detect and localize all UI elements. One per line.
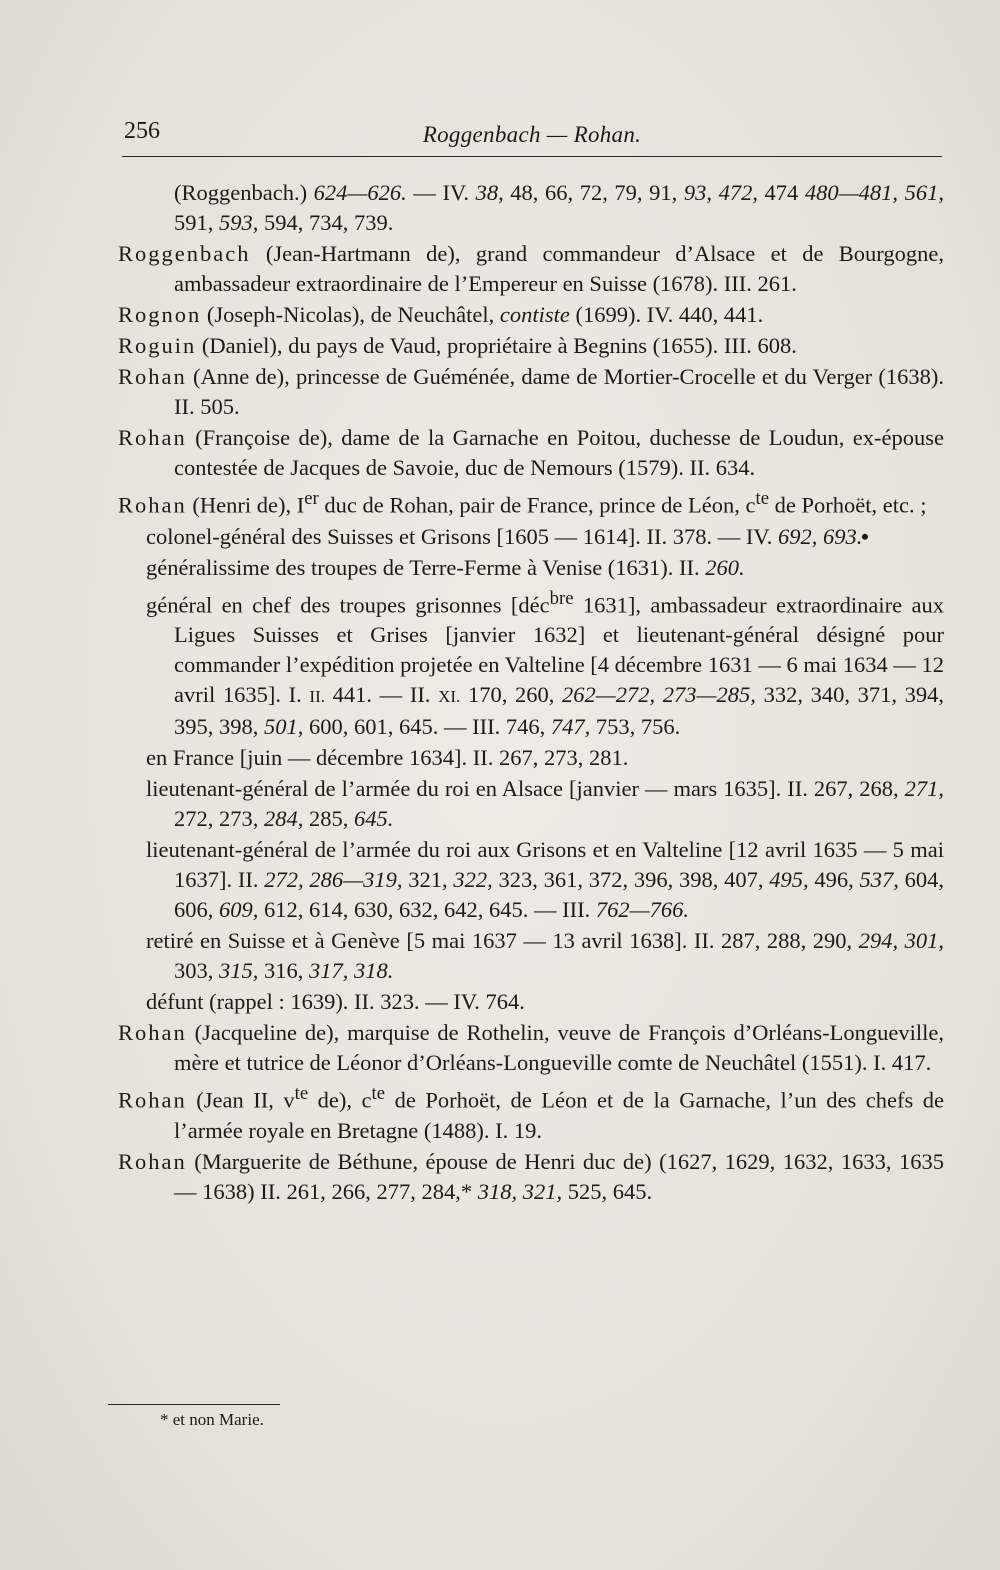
entry-name: Rohan <box>118 492 187 518</box>
index-subentry: défunt (rappel : 1639). II. 323. — IV. 764. <box>146 989 525 1014</box>
index-entry-continuation: (Roggenbach.) 624—626. — IV. 38, 48, 66, 72, 79, 91, 93, 472, 474 480—481, 561, 591, 593, 594, 734, 739. <box>174 180 945 235</box>
footnote-rule <box>108 1404 280 1405</box>
running-head: Roggenbach — Rohan. <box>422 122 642 147</box>
index-entry: Rohan (Jacqueline de), marquise de Rothelin, veuve de François d’Orléans-Longueville, mère et tutrice de Léonor d’Orléans-Longueville comte de Neuchâtel (1551). I. 417. <box>118 1020 944 1075</box>
entry-name: Roggenbach <box>118 241 251 266</box>
index-subentry: généralissime des troupes de Terre-Ferme à Venise (1631). II. 260. <box>146 554 745 580</box>
index-entry: Roggenbach (Jean-Hartmann de), grand commandeur d’Alsace et de Bourgogne, ambassadeur extraordinaire de l’Empereur en Suisse (1678). III. 261. <box>118 241 944 296</box>
entry-name: Rohan <box>118 1020 187 1045</box>
index-subentry: en France [juin — décembre 1634]. II. 267, 273, 281. <box>146 745 629 770</box>
index-entry: Rohan (Anne de), princesse de Guéménée, dame de Mortier-Crocelle et du Verger (1638). II. 505. <box>118 364 944 419</box>
page-number: 256 <box>124 118 160 144</box>
entry-name: Rognon <box>118 302 202 327</box>
index-subentry: colonel-général des Suisses et Grisons [1605 — 1614]. II. 378. — IV. 692, 693. • <box>146 523 869 549</box>
entry-name: Rohan <box>118 364 187 389</box>
header-rule <box>122 156 942 157</box>
index-entry: Rognon (Joseph-Nicolas), de Neuchâtel, contiste (1699). IV. 440, 441. <box>118 302 764 327</box>
index-entry: Rohan (Henri de), Ier duc de Rohan, pair de France, prince de Léon, $c^{te}$ de Porhoët, etc. ; <box>118 488 927 518</box>
index-subentry: général en chef des troupes grisonnes [déc$^{bre}$ 1631], ambassadeur extraordinaire aux Ligues Suisses et Grises [janvier 1632] et lieutenant-général désigné pour commander l’expédition projetée en Valteline [4 décembre 1631 — 6 mai 1634 — 12 avril 1635]. I. II. 441. — II. XI. 170, 260, 262—272, 273—285, 332, 340, 371, 394, 395, 398, 501, 600, 601, 645. — III. 746, 747, 753, 756. <box>146 587 945 739</box>
entry-name: Rohan <box>118 1087 187 1113</box>
index-entry: Roguin (Daniel), du pays de Vaud, propriétaire à Begnins (1655). III. 608. <box>118 333 797 358</box>
index-entry: Rohan (Marguerite de Béthune, épouse de Henri duc de) (1627, 1629, 1632, 1633, 1635 — 1638) II. 261, 266, 277, 284,* 318, 321, 525, 645. <box>118 1148 944 1204</box>
footnote: * et non Marie. <box>160 1410 264 1429</box>
index-entries <box>118 178 944 1208</box>
entry-name: Rohan <box>118 1148 187 1174</box>
entry-name: Rohan <box>118 425 187 450</box>
page-header <box>122 118 942 158</box>
index-entry: Rohan (Jean II, $v^{te}$ de), $c^{te}$ de Porhoët, de Léon et de la Garnache, l’un des chefs de l’armée royale en Bretagne (1488). I. 19. <box>118 1083 945 1143</box>
index-entry: Rohan (Françoise de), dame de la Garnache en Poitou, duchesse de Loudun, ex-épouse contestée de Jacques de Savoie, duc de Nemours (1579). II. 634. <box>118 425 944 480</box>
index-subentry: retiré en Suisse et à Genève [5 mai 1637 — 13 avril 1638]. II. 287, 288, 290, 294, 301, 303, 315, 316, 317, 318. <box>146 928 944 983</box>
entry-name: Roguin <box>118 333 197 358</box>
index-subentry: lieutenant-général de l’armée du roi aux Grisons et en Valteline [12 avril 1635 — 5 mai 1637]. II. 272, 286—319, 321, 322, 323, 361, 372, 396, 398, 407, 495, 496, 537, 604, 606, 609, 612, 614, 630, 632, 642, 645. — III. 762—766. <box>146 837 944 922</box>
index-subentry: lieutenant-général de l’armée du roi en Alsace [janvier — mars 1635]. II. 267, 268, 271, 272, 273, 284, 285, 645. <box>146 776 944 831</box>
